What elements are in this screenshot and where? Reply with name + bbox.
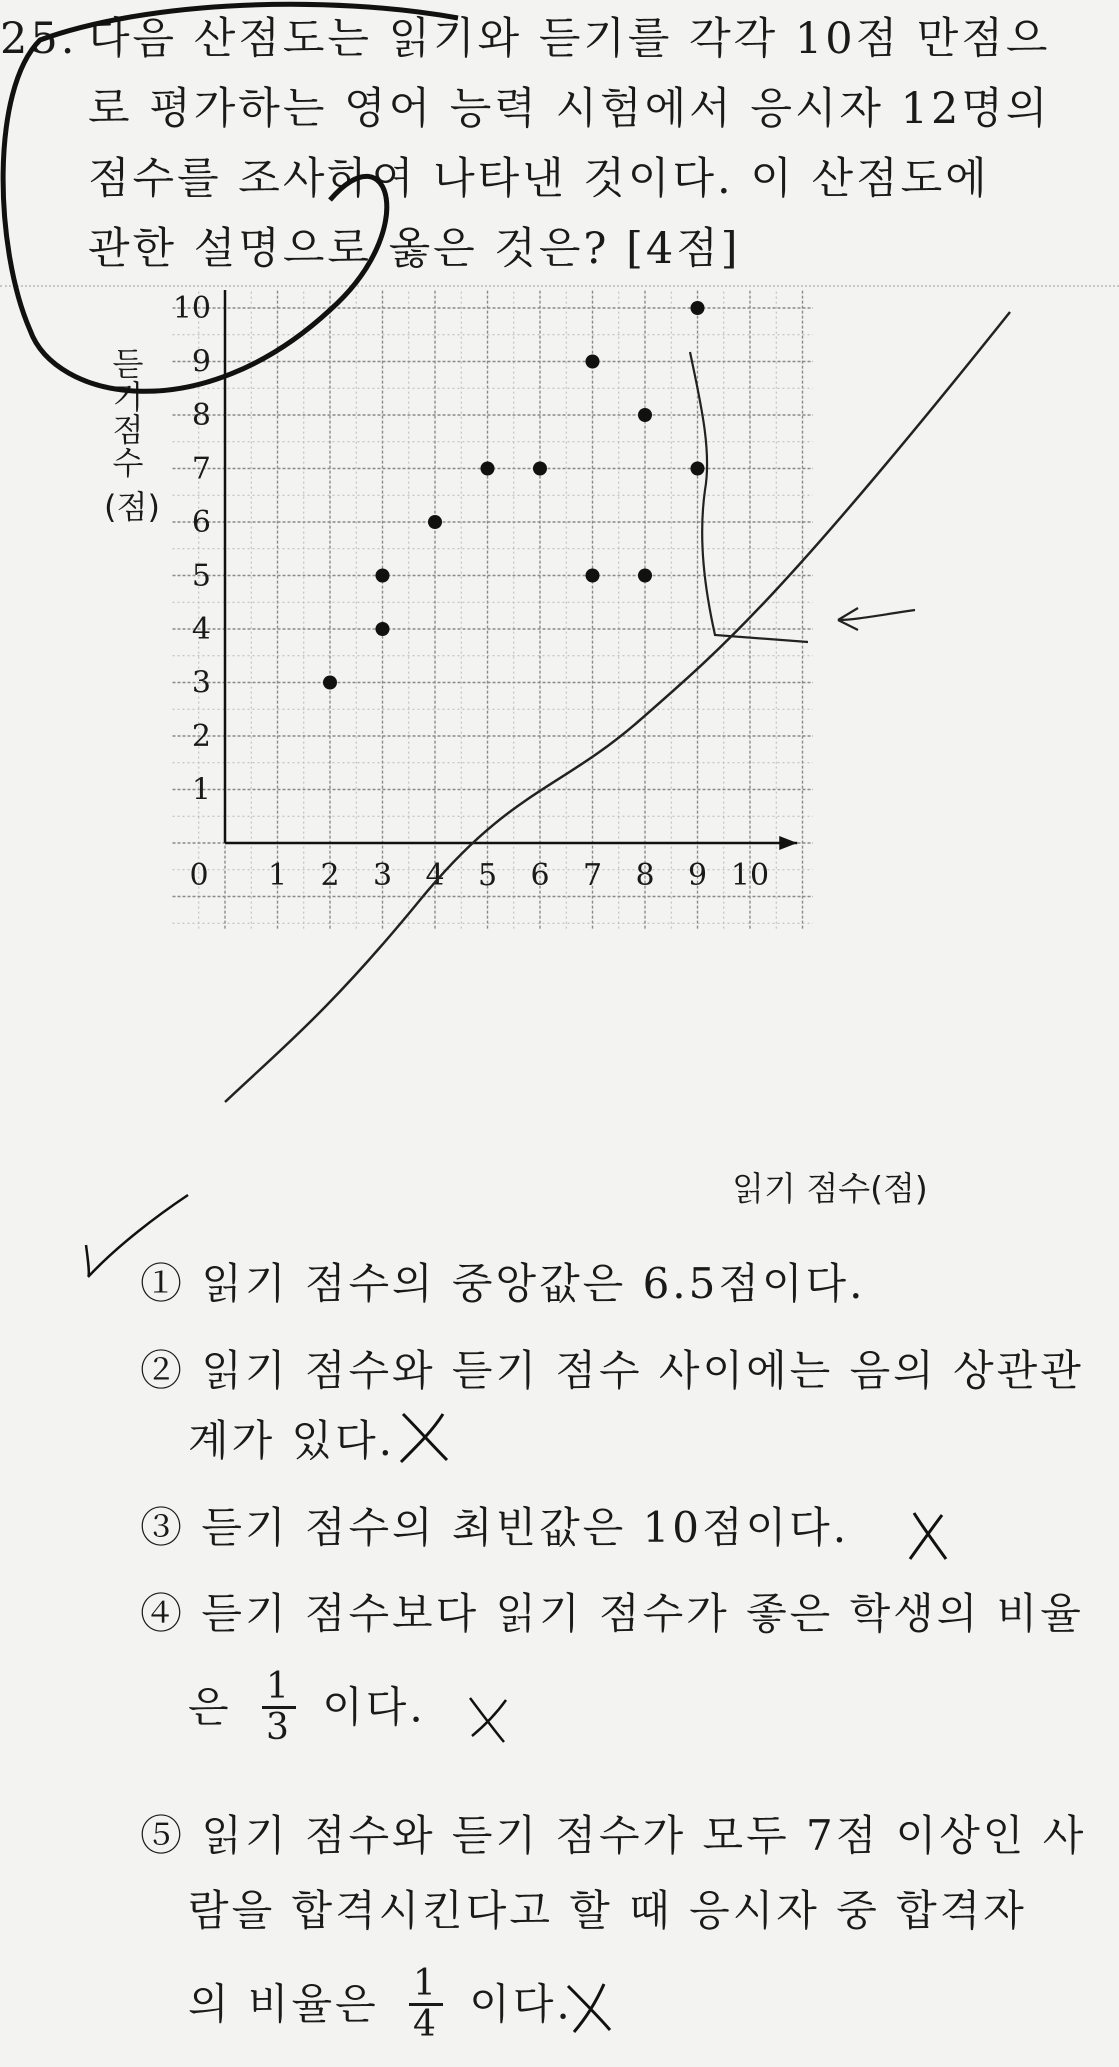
- y-axis-label-1: 듣: [112, 345, 144, 383]
- option-5-text-1: 읽기 점수와 듣기 점수가 모두 7점 이상인 사: [201, 1811, 1087, 1860]
- option-5-marker: ⑤: [140, 1811, 186, 1860]
- option-5-text-3: [188, 1965, 573, 2044]
- data-point: [691, 301, 705, 315]
- y-tick-label: 4: [191, 612, 211, 647]
- question-text-1: 다음 산점도는 읽기와 듣기를 각각 10점 만점으: [88, 14, 1051, 64]
- data-point: [638, 408, 652, 422]
- option-4-suffix: 이다.: [322, 1682, 426, 1732]
- data-point: [586, 569, 600, 583]
- option-4-text-1: 듣기 점수보다 읽기 점수가 좋은 학생의 비율: [201, 1589, 1084, 1638]
- option-1-marker: ①: [140, 1259, 186, 1308]
- y-tick-label: 10: [172, 291, 211, 326]
- y-tick-label: 6: [191, 505, 211, 540]
- x-tick-label: 9: [687, 858, 708, 893]
- data-point: [481, 462, 495, 476]
- x-tick-label: 4: [425, 858, 445, 893]
- x-axis-label: 읽기 점수(점): [732, 1169, 928, 1208]
- option-1-text: 읽기 점수의 중앙값은 6.5점이다.: [201, 1259, 866, 1308]
- x-axis-arrow: [779, 836, 797, 850]
- y-axis-label-5: (점): [104, 488, 160, 526]
- option-4-fraction: [262, 1668, 296, 1747]
- x-tick-label: 5: [477, 858, 498, 893]
- x-tick-label: 2: [320, 858, 340, 893]
- option-2[interactable]: [140, 1346, 1084, 1395]
- option-5-text-3-lead: 의 비율은: [188, 1979, 379, 2029]
- y-tick-label: 7: [191, 451, 211, 487]
- x-mark-option-5: [560, 1978, 620, 2038]
- x-tick-label: 3: [372, 858, 393, 893]
- option-5-fraction-numerator: 1: [409, 1965, 443, 2006]
- data-point: [428, 515, 442, 529]
- option-5[interactable]: [140, 1811, 1087, 1860]
- option-5-text-2: 람을 합격시킨다고 할 때 응시자 중 합격자: [188, 1886, 1027, 1935]
- option-3-text: 듣기 점수의 최빈값은 10점이다.: [201, 1503, 850, 1552]
- option-3[interactable]: [140, 1503, 850, 1552]
- option-2-text-2: 계가 있다.: [188, 1416, 395, 1465]
- option-2-text-1: 읽기 점수와 듣기 점수 사이에는 음의 상관관: [201, 1346, 1084, 1395]
- option-5-suffix: 이다.: [469, 1979, 573, 2029]
- option-4-fraction-numerator: 1: [262, 1668, 296, 1709]
- y-axis-label-4: 수: [112, 444, 144, 482]
- data-point: [586, 355, 600, 369]
- handwritten-circle-mark: [0, 0, 480, 460]
- y-axis-label-2: 기: [112, 378, 144, 416]
- option-4-marker: ④: [140, 1589, 186, 1638]
- x-mark-option-3: [900, 1505, 960, 1565]
- handwritten-arrow-mark: [838, 608, 915, 630]
- option-4-text-2-lead: 은: [188, 1682, 232, 1732]
- question-text-2: 로 평가하는 영어 능력 시험에서 응시자 12명의: [88, 84, 1051, 134]
- y-tick-label: 1: [191, 772, 211, 808]
- option-4[interactable]: [140, 1589, 1084, 1638]
- option-5-fraction: [409, 1965, 443, 2044]
- y-tick-label: 2: [191, 719, 211, 754]
- data-point: [323, 676, 337, 690]
- question-number: 25.: [0, 14, 78, 64]
- question-text-4: 관한 설명으로 옳은 것은? [4점]: [88, 224, 741, 274]
- y-tick-label: 5: [191, 558, 211, 594]
- y-axis-label-3: 점: [112, 411, 144, 449]
- x-mark-option-4: [460, 1690, 520, 1750]
- data-point: [691, 462, 705, 476]
- option-4-fraction-denominator: 3: [265, 1706, 292, 1748]
- x-tick-label: 6: [530, 858, 550, 893]
- x-mark-option-2: [395, 1408, 455, 1468]
- option-1[interactable]: [140, 1259, 866, 1308]
- data-point: [533, 462, 547, 476]
- option-4-text-2: [188, 1668, 426, 1747]
- y-tick-label: 9: [191, 344, 211, 380]
- option-5-fraction-denominator: 4: [413, 2003, 439, 2045]
- x-tick-label: 7: [582, 858, 603, 893]
- data-point: [638, 569, 652, 583]
- x-tick-label: 0: [189, 858, 209, 893]
- handwritten-curve-mark: [690, 352, 808, 642]
- y-tick-label: 3: [191, 665, 211, 701]
- question-text-3: 점수를 조사하여 나타낸 것이다. 이 산점도에: [88, 154, 990, 204]
- x-tick-label: 10: [730, 858, 770, 893]
- x-tick-label: 1: [267, 858, 288, 893]
- data-point: [376, 569, 390, 583]
- x-tick-label: 8: [635, 858, 655, 893]
- option-2-marker: ②: [140, 1346, 186, 1395]
- y-tick-label: 8: [191, 398, 211, 433]
- data-point: [376, 622, 390, 636]
- option-3-marker: ③: [140, 1503, 186, 1552]
